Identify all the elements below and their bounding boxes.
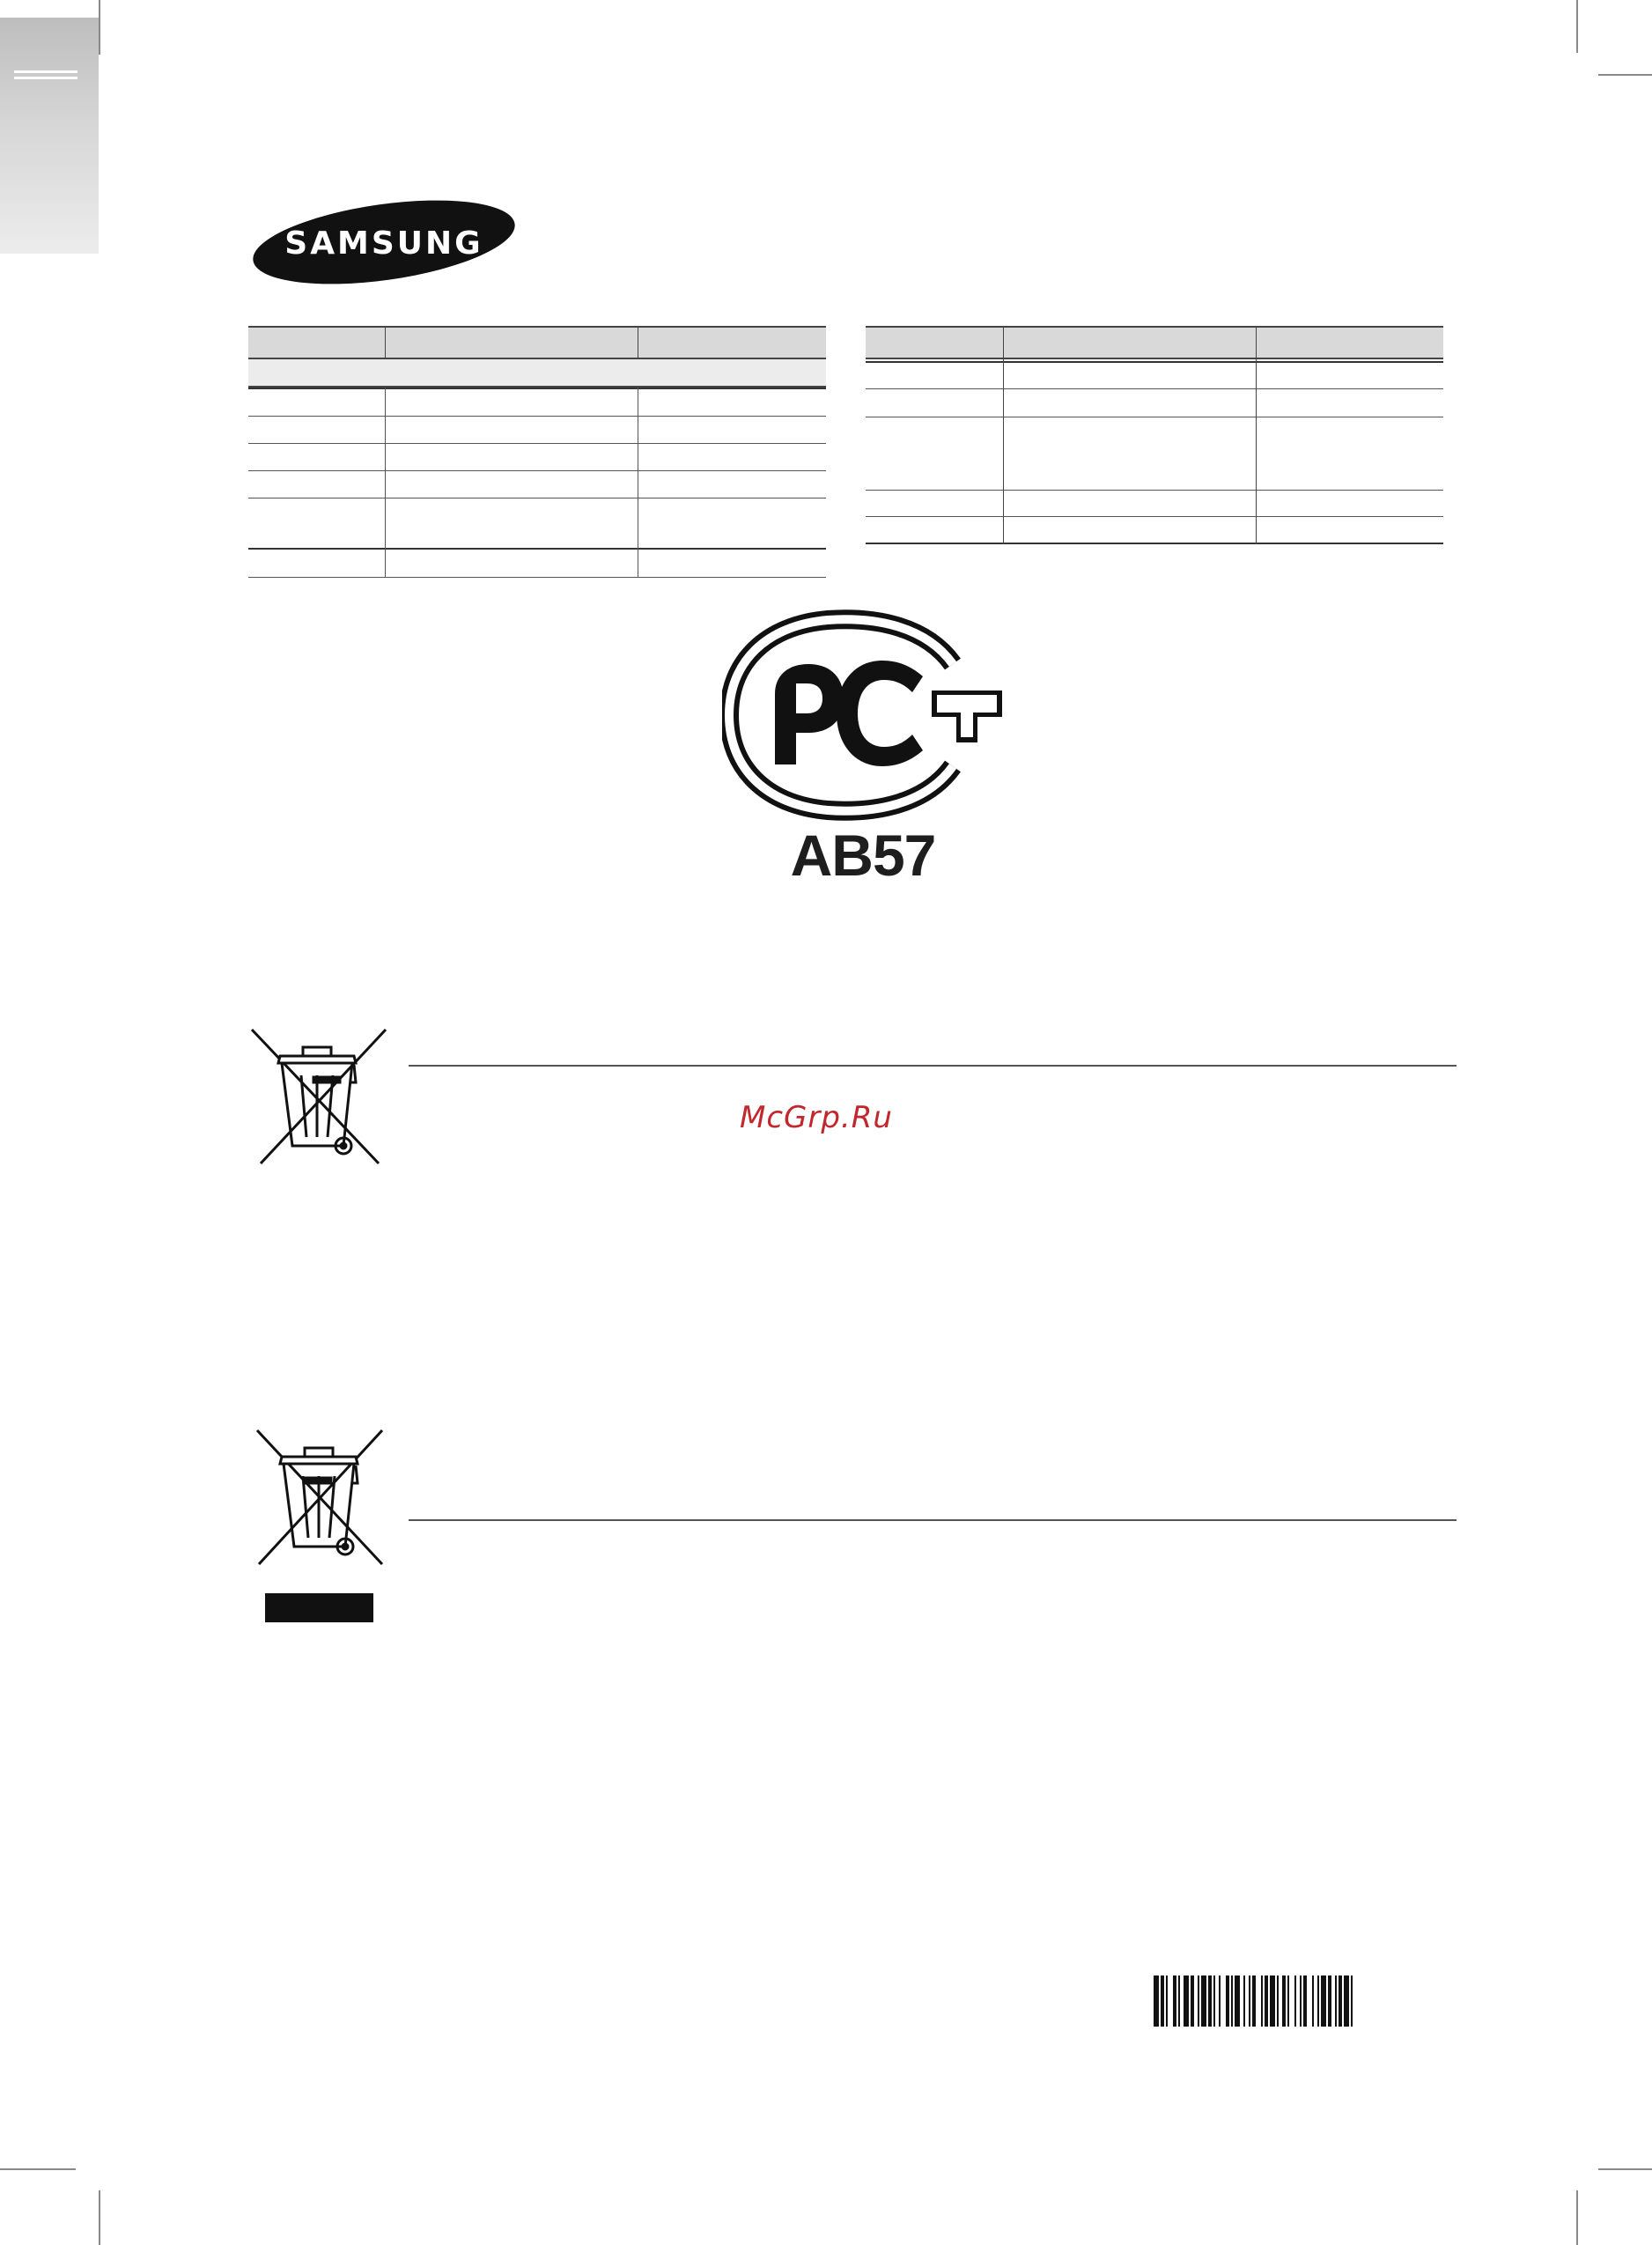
barcode-bar [1249,1975,1250,2027]
table-column-divider [385,326,386,359]
crossed-out-wheelie-bin-icon [254,1427,386,1568]
barcode-bar [1252,1975,1256,2027]
barcode-bar [1335,1975,1337,2027]
barcode-bar [1219,1975,1221,2027]
table-column-divider [1256,326,1257,544]
barcode-bar [1231,1975,1233,2027]
barcode-bar [1191,1975,1194,2027]
crop-mark-top-right-horizontal [1598,74,1652,76]
barcode-bar [1294,1975,1296,2027]
barcode-bar [1243,1975,1245,2027]
crop-mark-bottom-left-horizontal [0,2168,76,2170]
certification-code: AB57 [790,823,936,888]
spec-table-left [248,326,826,578]
barcode-bar [1287,1975,1289,2027]
barcode-bar [1166,1975,1168,2027]
table-row-rule [866,388,1443,389]
table-row-rule [248,388,826,389]
barcode-bar [1184,1975,1189,2027]
spec-table-right [866,326,1443,544]
barcode-bar [1351,1975,1353,2027]
barcode-bar [1201,1975,1206,2027]
crop-mark-bottom-right-vertical [1576,2190,1578,2245]
battery-mark-bar [265,1593,373,1622]
barcode-bar [1154,1975,1159,2027]
corner-tab-line [14,77,77,79]
table-row-rule [248,470,826,471]
barcode-bar [1339,1975,1342,2027]
samsung-logo [250,196,518,289]
table-row-rule [248,577,826,578]
barcode-icon [1154,1975,1453,2027]
table-header-row [866,326,1443,359]
barcode-bar [1270,1975,1275,2027]
section-divider [409,1065,1457,1067]
barcode-bar [1303,1975,1307,2027]
crop-mark-bottom-left-vertical [99,2190,100,2245]
crop-mark-top-right-vertical [1576,0,1578,53]
barcode-bar [1261,1975,1263,2027]
barcode-bar [1198,1975,1199,2027]
crossed-out-wheelie-bin-icon [248,1026,389,1167]
barcode-bar [1178,1975,1180,2027]
watermark-text: McGrp.Ru [740,1100,893,1135]
table-row-rule [248,443,826,444]
table-row-rule [248,416,826,417]
table-row-rule [866,490,1443,491]
corner-tab-line [14,70,77,73]
barcode-bar [1226,1975,1229,2027]
table-column-divider [1003,326,1004,544]
table-row-rule [866,361,1443,363]
crop-mark-bottom-right-horizontal [1598,2168,1652,2170]
samsung-logo-graphic [250,196,518,289]
barcode-bar [1161,1975,1164,2027]
table-header-row [248,326,826,359]
barcode-bar [1208,1975,1212,2027]
table-row-rule [248,548,826,550]
barcode-bar [1328,1975,1331,2027]
barcode-bar [1213,1975,1215,2027]
barcode-bar [1300,1975,1302,2027]
pct-gost-mark-icon [722,609,1013,821]
samsung-logo-wordmark: SAMSUNG [284,225,483,262]
barcode-bar [1321,1975,1326,2027]
barcode-bar [1265,1975,1268,2027]
table-column-divider [385,388,386,577]
barcode-bar [1173,1975,1176,2027]
barcode-bar [1344,1975,1349,2027]
corner-tab [0,18,99,254]
section-divider [409,1519,1457,1521]
barcode-bar [1235,1975,1240,2027]
barcode-bar [1277,1975,1279,2027]
table-row-rule [866,516,1443,517]
barcode-bar [1312,1975,1314,2027]
crop-mark-top-left-vertical [99,0,100,55]
barcode-bar [1282,1975,1286,2027]
barcode-bar [1317,1975,1319,2027]
table-section-band [248,359,826,388]
table-row-rule [866,543,1443,544]
